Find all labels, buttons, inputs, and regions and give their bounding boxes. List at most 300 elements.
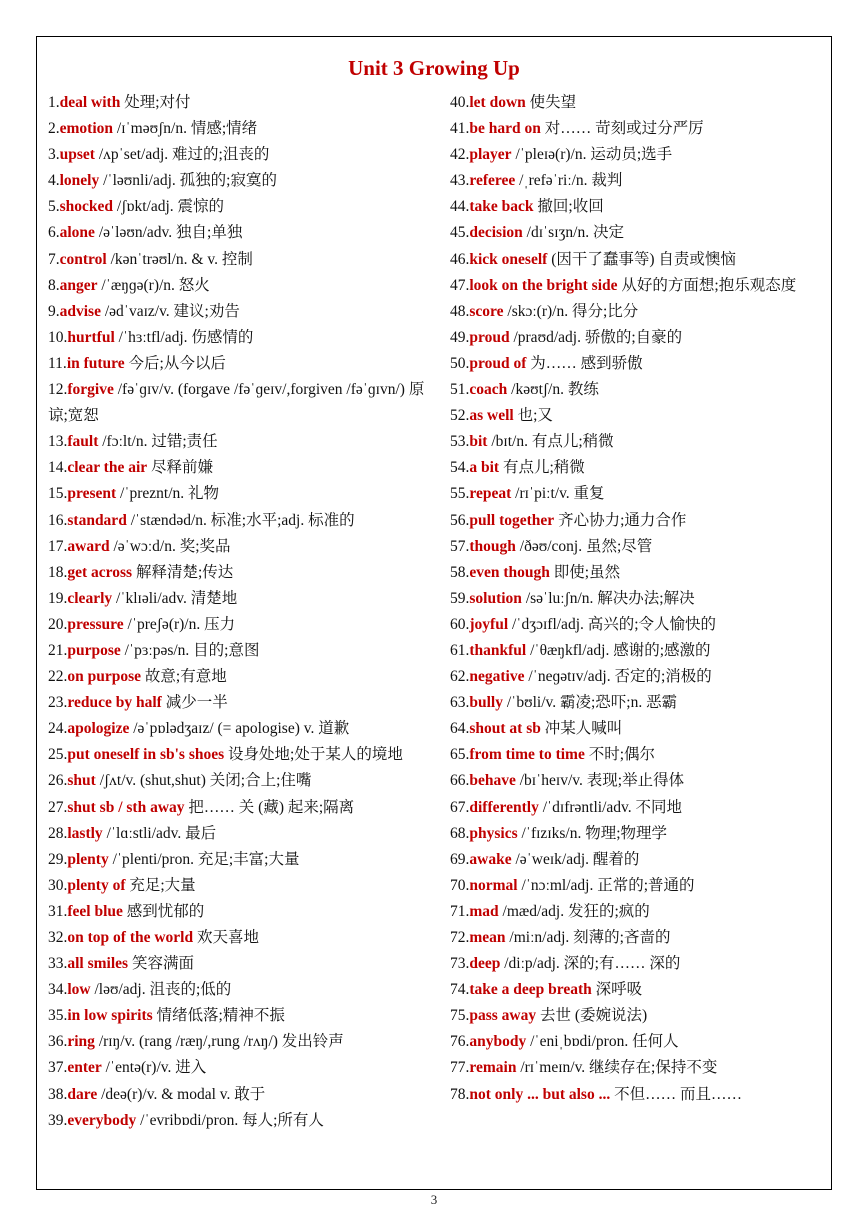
vocab-entry <box>48 560 438 586</box>
entry-definition: /əˈwɔːd/n. 奖;奖品 <box>109 537 231 555</box>
entry-term: anybody <box>469 1033 527 1051</box>
entry-definition: 故意;有意地 <box>141 668 227 686</box>
entry-number: 26. <box>48 772 68 790</box>
entry-definition: /ləʊ/adj. 沮丧的;低的 <box>90 981 232 999</box>
entry-term: bully <box>469 694 503 712</box>
entry-number: 22. <box>48 668 68 686</box>
entry-term: clearly <box>67 589 113 607</box>
entry-term: upset <box>59 146 95 164</box>
vocab-entry <box>48 638 438 664</box>
entry-number: 3. <box>48 146 60 164</box>
entry-definition: 尽释前嫌 <box>147 459 214 477</box>
entry-number: 78. <box>450 1085 470 1103</box>
entry-number: 35. <box>48 1007 68 1025</box>
entry-term: anger <box>59 276 98 294</box>
entry-term: in low spirits <box>67 1007 153 1025</box>
entry-term: on top of the world <box>67 929 194 946</box>
entry-number: 65. <box>450 746 470 764</box>
vocab-entry <box>450 377 820 403</box>
entry-number: 1. <box>48 94 60 111</box>
entry-number: 42. <box>450 146 470 164</box>
vocab-entry <box>450 1003 820 1029</box>
entry-term: be hard on <box>469 120 541 138</box>
entry-definition: 把…… 关 (藏) 起来;隔离 <box>184 798 355 816</box>
vocab-entry <box>450 821 820 847</box>
entry-term: referee <box>469 172 516 190</box>
entry-definition: (因干了蠢事等) 自责或懊恼 <box>547 250 736 268</box>
entry-number: 52. <box>450 407 470 425</box>
vocab-entry <box>450 873 820 899</box>
vocab-entry <box>48 847 438 873</box>
entry-term: shut sb / sth away <box>67 798 185 816</box>
entry-number: 14. <box>48 459 68 477</box>
vocab-entry <box>450 1029 820 1055</box>
vocab-entry <box>48 481 438 507</box>
entry-term: decision <box>469 224 523 242</box>
entry-number: 16. <box>48 511 68 529</box>
entry-number: 5. <box>48 198 60 216</box>
vocab-entry <box>48 821 438 847</box>
entry-number: 31. <box>48 902 68 920</box>
entry-definition: /ˈləʊnli/adj. 孤独的;寂寞的 <box>99 172 277 190</box>
entry-number: 57. <box>450 537 470 555</box>
entry-term: kick oneself <box>469 250 548 268</box>
entry-number: 60. <box>450 615 470 633</box>
entry-definition: 对…… 苛刻或过分严厉 <box>540 120 704 138</box>
vocab-entry <box>450 299 820 325</box>
entry-definition: /ʌpˈset/adj. 难过的;沮丧的 <box>94 146 270 164</box>
entry-number: 68. <box>450 824 470 842</box>
entry-term: low <box>67 981 91 999</box>
vocab-entry <box>48 1029 438 1055</box>
vocab-entry <box>450 403 820 429</box>
entry-definition: /ðəʊ/conj. 虽然;尽管 <box>515 537 653 555</box>
entry-definition: /dɪˈsɪʒn/n. 决定 <box>522 224 624 242</box>
entry-definition: /praʊd/adj. 骄傲的;自豪的 <box>509 328 683 346</box>
entry-term: take a deep breath <box>469 981 592 999</box>
entry-definition: /ˈevribɒdi/pron. 每人;所有人 <box>136 1111 324 1129</box>
entry-definition: 充足;大量 <box>125 876 196 894</box>
vocab-entry <box>450 273 820 299</box>
entry-definition: 情绪低落;精神不振 <box>152 1007 285 1025</box>
entry-number: 13. <box>48 433 68 451</box>
vocab-entry <box>48 508 438 534</box>
entry-term: behave <box>469 772 516 790</box>
vocab-column-left <box>48 90 438 1134</box>
vocab-entry <box>450 716 820 742</box>
entry-term: standard <box>67 511 127 529</box>
vocab-entry <box>450 429 820 455</box>
vocab-entry <box>48 742 438 768</box>
entry-term: let down <box>469 94 526 111</box>
vocab-entry <box>450 90 820 116</box>
entry-term: negative <box>469 668 525 686</box>
vocab-entry <box>48 377 438 429</box>
entry-definition: /ˈnɔːml/adj. 正常的;普通的 <box>517 876 695 894</box>
entry-number: 32. <box>48 929 68 946</box>
entry-term: all smiles <box>67 955 129 973</box>
entry-definition: /bɪˈheɪv/v. 表现;举止得体 <box>515 772 685 790</box>
vocab-entry <box>450 925 820 951</box>
entry-number: 77. <box>450 1059 470 1077</box>
entry-definition: /ədˈvaɪz/v. 建议;劝告 <box>100 302 240 320</box>
entry-definition: /ˈpleɪə(r)/n. 运动员;选手 <box>511 146 673 164</box>
vocab-entry <box>48 220 438 246</box>
entry-definition: 从好的方面想;抱乐观态度 <box>617 276 797 294</box>
entry-definition: /ˈpreznt/n. 礼物 <box>116 485 220 503</box>
entry-definition: /əˈləʊn/adv. 独自;单独 <box>94 224 243 242</box>
entry-term: look on the bright side <box>469 276 618 294</box>
entry-number: 21. <box>48 641 68 659</box>
entry-term: hurtful <box>67 328 115 346</box>
entry-definition: 笑容满面 <box>128 955 194 973</box>
entry-number: 33. <box>48 955 68 973</box>
vocab-entry <box>48 142 438 168</box>
vocab-entry <box>450 847 820 873</box>
page-number: 3 <box>430 1192 438 1207</box>
entry-number: 40. <box>450 94 470 111</box>
entry-number: 15. <box>48 485 68 503</box>
entry-number: 30. <box>48 876 68 894</box>
entry-term: dare <box>67 1085 98 1103</box>
entry-number: 51. <box>450 381 470 399</box>
entry-term: everybody <box>67 1111 137 1129</box>
entry-term: even though <box>469 563 550 581</box>
vocab-entry <box>48 273 438 299</box>
entry-term: plenty of <box>67 876 126 894</box>
entry-definition: 解释清楚;传达 <box>132 563 234 581</box>
vocab-entry <box>48 1082 438 1108</box>
entry-term: proud <box>469 328 510 346</box>
entry-definition: /bɪt/n. 有点儿;稍微 <box>487 433 614 451</box>
entry-term: alone <box>59 224 95 242</box>
entry-number: 48. <box>450 302 470 320</box>
entry-definition: /miːn/adj. 刻薄的;吝啬的 <box>505 929 671 946</box>
entry-term: reduce by half <box>67 694 162 712</box>
entry-number: 66. <box>450 772 470 790</box>
vocab-entry <box>450 142 820 168</box>
entry-number: 49. <box>450 328 470 346</box>
entry-definition: /ʃɒkt/adj. 震惊的 <box>113 198 225 216</box>
entry-definition: /ʃʌt/v. (shut,shut) 关闭;合上;住嘴 <box>95 772 312 790</box>
entry-term: advise <box>59 302 101 320</box>
entry-term: as well <box>469 407 514 425</box>
vocab-entry <box>450 481 820 507</box>
entry-term: not only ... but also ... <box>469 1085 611 1103</box>
entry-term: score <box>469 302 504 320</box>
entry-term: pull together <box>469 511 555 529</box>
entry-term: normal <box>469 876 518 894</box>
vocab-entry <box>48 1003 438 1029</box>
vocab-entry <box>48 325 438 351</box>
entry-term: control <box>59 250 107 268</box>
entry-number: 18. <box>48 563 68 581</box>
entry-definition: /ˈentə(r)/v. 进入 <box>101 1059 207 1077</box>
vocab-entry <box>48 951 438 977</box>
entry-number: 71. <box>450 902 470 920</box>
entry-number: 61. <box>450 641 470 659</box>
entry-term: mad <box>469 902 499 920</box>
vocab-entry <box>450 951 820 977</box>
entry-term: plenty <box>67 850 109 868</box>
vocab-entry <box>48 690 438 716</box>
vocab-entry <box>450 690 820 716</box>
entry-term: put oneself in sb's shoes <box>67 746 225 764</box>
entry-term: enter <box>67 1059 102 1077</box>
entry-number: 50. <box>450 354 470 372</box>
vocab-entry <box>450 742 820 768</box>
entry-number: 67. <box>450 798 470 816</box>
vocab-entry <box>48 899 438 925</box>
entry-number: 29. <box>48 850 68 868</box>
entry-number: 8. <box>48 276 60 294</box>
entry-number: 41. <box>450 120 470 138</box>
entry-definition: 撤回;收回 <box>533 198 604 216</box>
entry-term: pass away <box>469 1007 537 1025</box>
entry-term: pressure <box>67 615 124 633</box>
entry-term: player <box>469 146 512 164</box>
entry-number: 70. <box>450 876 470 894</box>
vocab-entry <box>48 1055 438 1081</box>
entry-definition: /rɪˈpiːt/v. 重复 <box>511 485 605 503</box>
entry-number: 11. <box>48 354 67 372</box>
entry-term: shocked <box>59 198 114 216</box>
vocab-entry <box>48 247 438 273</box>
entry-term: apologize <box>67 720 130 738</box>
entry-definition: /ˈpreʃə(r)/n. 压力 <box>123 615 236 633</box>
entry-number: 53. <box>450 433 470 451</box>
vocab-entry <box>48 168 438 194</box>
entry-term: present <box>67 485 117 503</box>
entry-definition: /ˈbʊli/v. 霸凌;恐吓;n. 恶霸 <box>502 694 678 712</box>
entry-definition: /ˈdʒɔɪfl/adj. 高兴的;令人愉快的 <box>508 615 717 633</box>
vocab-entry <box>48 351 438 377</box>
entry-definition: /ˈæŋɡə(r)/n. 怒火 <box>97 276 210 294</box>
entry-number: 69. <box>450 850 470 868</box>
vocab-entry <box>450 560 820 586</box>
entry-term: from time to time <box>469 746 585 764</box>
entry-number: 43. <box>450 172 470 190</box>
entry-number: 7. <box>48 250 60 268</box>
entry-number: 17. <box>48 537 68 555</box>
entry-definition: /skɔː(r)/n. 得分;比分 <box>503 302 639 320</box>
entry-number: 76. <box>450 1033 470 1051</box>
entry-term: lastly <box>67 824 103 842</box>
vocab-entry <box>450 220 820 246</box>
entry-number: 56. <box>450 511 470 529</box>
entry-definition: /əˈpɒlədʒaɪz/ (= apologise) v. 道歉 <box>129 720 350 738</box>
vocab-entry <box>450 168 820 194</box>
entry-definition: /fɔːlt/n. 过错;责任 <box>98 433 218 451</box>
vocab-entry <box>450 768 820 794</box>
entry-number: 55. <box>450 485 470 503</box>
vocab-entry <box>48 586 438 612</box>
entry-number: 44. <box>450 198 470 216</box>
entry-definition: /ˈeniˌbɒdi/pron. 任何人 <box>526 1033 679 1051</box>
entry-definition: 齐心协力;通力合作 <box>554 511 687 529</box>
entry-definition: 也;又 <box>513 407 553 425</box>
vocab-entry <box>48 977 438 1003</box>
entry-term: physics <box>469 824 518 842</box>
entry-definition: 不但…… 而且…… <box>610 1085 742 1103</box>
entry-number: 58. <box>450 563 470 581</box>
entry-definition: /ˈstændəd/n. 标准;水平;adj. 标准的 <box>126 511 355 529</box>
vocab-entry <box>48 90 438 116</box>
entry-definition: 不时;偶尔 <box>584 746 656 764</box>
entry-term: proud of <box>469 354 527 372</box>
vocab-entry <box>48 768 438 794</box>
vocab-entry <box>450 1055 820 1081</box>
entry-term: differently <box>469 798 539 816</box>
entry-number: 34. <box>48 981 68 999</box>
entry-definition: /kəʊtʃ/n. 教练 <box>507 381 599 399</box>
entry-definition: /ˈfɪzɪks/n. 物理;物理学 <box>517 824 668 842</box>
entry-number: 9. <box>48 302 60 320</box>
entry-definition: /ˈpɜːpəs/n. 目的;意图 <box>120 641 260 659</box>
entry-term: fault <box>67 433 99 451</box>
entry-term: in future <box>66 354 125 372</box>
entry-definition: /ˈθæŋkfl/adj. 感谢的;感激的 <box>526 641 711 659</box>
vocab-entry <box>48 429 438 455</box>
entry-number: 73. <box>450 955 470 973</box>
vocab-column-right <box>450 90 820 1108</box>
entry-term: emotion <box>59 120 114 138</box>
entry-number: 2. <box>48 120 60 138</box>
entry-definition: 即使;虽然 <box>549 563 621 581</box>
vocab-entry <box>450 586 820 612</box>
entry-number: 24. <box>48 720 68 738</box>
entry-definition: /səˈluːʃn/n. 解决办法;解决 <box>521 589 695 607</box>
entry-definition: 为…… 感到骄傲 <box>526 354 643 372</box>
entry-definition: 处理;对付 <box>120 94 191 111</box>
entry-number: 36. <box>48 1033 68 1051</box>
vocab-entry <box>48 873 438 899</box>
entry-term: shout at sb <box>469 720 541 738</box>
vocab-entry <box>450 247 820 273</box>
entry-term: deal with <box>59 94 121 111</box>
vocab-entry <box>48 1108 438 1134</box>
entry-term: deep <box>469 955 501 973</box>
entry-term: forgive <box>67 381 114 399</box>
entry-definition: 去世 (委婉说法) <box>536 1007 648 1025</box>
vocab-entry <box>48 716 438 742</box>
entry-definition: 设身处地;处于某人的境地 <box>224 746 403 764</box>
entry-definition: /mæd/adj. 发狂的;疯的 <box>498 902 650 920</box>
entry-number: 75. <box>450 1007 470 1025</box>
entry-definition: /ˈlɑːstli/adv. 最后 <box>102 824 217 842</box>
entry-definition: /fəˈɡɪv/v. (forgave /fəˈɡeɪv/,forgiven /fəˈɡɪvn/) 原谅;宽恕 <box>48 381 425 425</box>
entry-number: 38. <box>48 1085 68 1103</box>
vocab-entry <box>450 977 820 1003</box>
entry-term: joyful <box>469 615 509 633</box>
vocab-entry <box>450 508 820 534</box>
entry-number: 27. <box>48 798 68 816</box>
entry-definition: 减少一半 <box>161 694 228 712</box>
entry-number: 54. <box>450 459 470 477</box>
entry-definition: /rɪˈmeɪn/v. 继续存在;保持不变 <box>516 1059 718 1077</box>
vocab-entry <box>450 899 820 925</box>
entry-number: 39. <box>48 1111 68 1129</box>
entry-number: 62. <box>450 668 470 686</box>
entry-definition: /ˈdɪfrəntli/adv. 不同地 <box>538 798 683 816</box>
entry-number: 25. <box>48 746 68 764</box>
entry-term: awake <box>469 850 512 868</box>
vocab-entry <box>450 116 820 142</box>
entry-number: 10. <box>48 328 68 346</box>
entry-definition: /əˈweɪk/adj. 醒着的 <box>511 850 640 868</box>
entry-term: a bit <box>469 459 500 477</box>
vocab-entry <box>450 612 820 638</box>
vocab-entry <box>48 116 438 142</box>
entry-number: 72. <box>450 929 470 946</box>
entry-term: purpose <box>67 641 121 659</box>
vocab-entry <box>450 534 820 560</box>
entry-number: 12. <box>48 381 68 399</box>
entry-number: 37. <box>48 1059 68 1077</box>
entry-definition: /ˈplenti/pron. 充足;丰富;大量 <box>108 850 300 868</box>
entry-number: 64. <box>450 720 470 738</box>
entry-term: coach <box>469 381 508 399</box>
entry-number: 45. <box>450 224 470 242</box>
vocab-entry <box>48 795 438 821</box>
entry-term: shut <box>67 772 96 790</box>
vocab-entry <box>450 1082 820 1108</box>
vocab-entry <box>450 638 820 664</box>
vocab-entry <box>48 455 438 481</box>
entry-definition: 有点儿;稍微 <box>499 459 585 477</box>
vocab-entry <box>48 299 438 325</box>
vocab-entry <box>48 664 438 690</box>
entry-term: ring <box>67 1033 95 1051</box>
entry-definition: /deə(r)/v. & modal v. 敢于 <box>97 1085 266 1103</box>
vocab-entry <box>48 612 438 638</box>
entry-number: 74. <box>450 981 470 999</box>
entry-term: take back <box>469 198 534 216</box>
entry-definition: 感到忧郁的 <box>122 902 205 920</box>
entry-definition: /ˈhɜːtfl/adj. 伤感情的 <box>114 328 254 346</box>
entry-term: repeat <box>469 485 512 503</box>
entry-term: though <box>469 537 516 555</box>
entry-number: 4. <box>48 172 60 190</box>
page-title: Unit 3 Growing Up <box>348 56 520 80</box>
entry-definition: /ˌrefəˈriː/n. 裁判 <box>515 172 623 190</box>
entry-definition: /ˈneɡətɪv/adj. 否定的;消极的 <box>524 668 712 686</box>
entry-term: bit <box>469 433 488 451</box>
entry-number: 47. <box>450 276 470 294</box>
entry-number: 63. <box>450 694 470 712</box>
entry-term: feel blue <box>67 902 123 920</box>
entry-number: 46. <box>450 250 470 268</box>
entry-term: on purpose <box>67 668 142 686</box>
vocab-entry <box>48 534 438 560</box>
vocab-entry <box>450 194 820 220</box>
entry-definition: 深呼吸 <box>591 981 643 999</box>
entry-definition: 冲某人喊叫 <box>540 720 623 738</box>
entry-number: 19. <box>48 589 68 607</box>
entry-number: 28. <box>48 824 68 842</box>
entry-definition: /kənˈtrəʊl/n. & v. 控制 <box>106 250 253 268</box>
entry-term: lonely <box>59 172 100 190</box>
vocab-entry <box>450 325 820 351</box>
vocab-entry <box>450 664 820 690</box>
entry-number: 23. <box>48 694 68 712</box>
entry-number: 20. <box>48 615 68 633</box>
entry-definition: /diːp/adj. 深的;有…… 深的 <box>500 955 681 973</box>
vocab-entry <box>48 194 438 220</box>
entry-term: get across <box>67 563 133 581</box>
entry-definition: /rɪŋ/v. (rang /ræŋ/,rung /rʌŋ/) 发出铃声 <box>94 1033 344 1051</box>
vocab-entry <box>450 351 820 377</box>
